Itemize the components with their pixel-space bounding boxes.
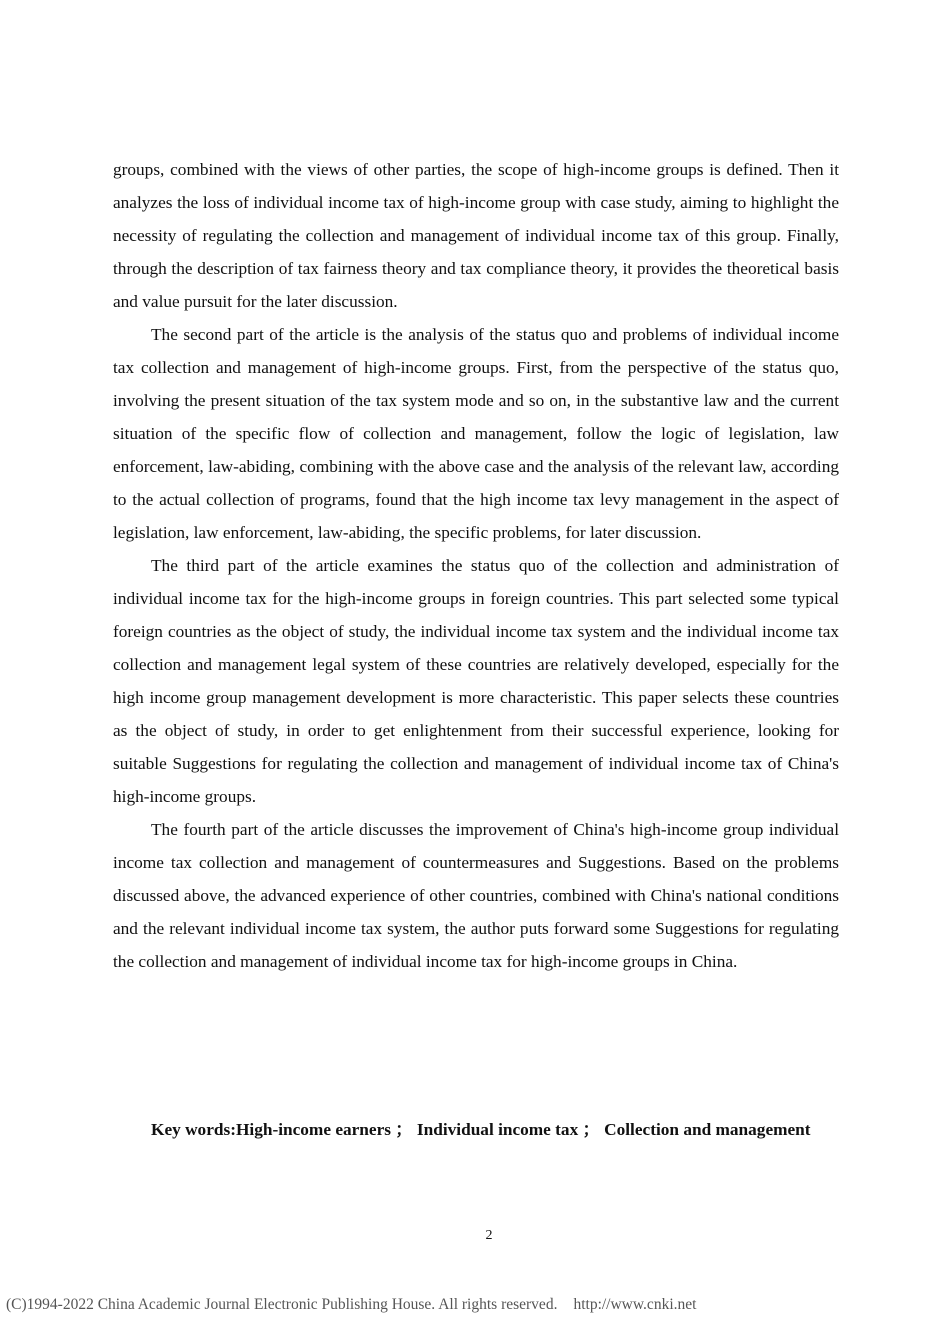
paragraph-2: The second part of the article is the analysis of the status quo and problems of individual income tax collection and management of high-income groups. First, from the perspective of the status quo, involving the present situation of the tax system mode and so on, in the substantive law and the current situation of the specific flow of collection and management, follow the logic of legislation, law enforcement, law-abiding, combining with the above case and the analysis of the relevant law, according to the actual collection of programs, found that the high income tax levy management in the aspect of legislation, law enforcement, law-abiding, the specific problems, for later discussion.	[113, 325, 839, 542]
paragraph-1: groups, combined with the views of other parties, the scope of high-income groups is defined. Then it analyzes the loss of individual income tax of high-income group with case study, aiming to highlight the necessity of regulating the collection and management of individual income tax of this group. Finally, through the description of tax fairness theory and tax compliance theory, it provides the theoretical basis and value pursuit for the later discussion.	[113, 160, 839, 311]
paragraph-3: The third part of the article examines the status quo of the collection and administration of individual income tax for the high-income groups in foreign countries. This part selected some typical foreign countries as the object of study, the individual income tax system and the individual income tax collection and management legal system of these countries are relatively developed, especially for the high income group management development is more characteristic. This paper selects these countries as the object of study, in order to get enlightenment from their successful experience, looking for suitable Suggestions for regulating the collection and management of individual income tax of China's high-income groups.	[113, 556, 839, 806]
footer	[6, 1296, 696, 1314]
paragraph-4: The fourth part of the article discusses the improvement of China's high-income group individual income tax collection and management of countermeasures and Suggestions. Based on the problems discussed above, the advanced experience of other countries, combined with China's national conditions and the relevant individual income tax system, the author puts forward some Suggestions for regulating the collection and management of individual income tax for high-income groups in China.	[113, 820, 839, 971]
abstract-body	[113, 153, 839, 978]
keywords: Key words:High-income earners ； Individual income tax ； Collection and management	[151, 1120, 811, 1139]
page-number: 2	[485, 1228, 493, 1243]
footer-url[interactable]: http://www.cnki.net	[573, 1296, 697, 1313]
footer-copyright: (C)1994-2022 China Academic Journal Electronic Publishing House. All rights reserved.	[6, 1296, 558, 1313]
